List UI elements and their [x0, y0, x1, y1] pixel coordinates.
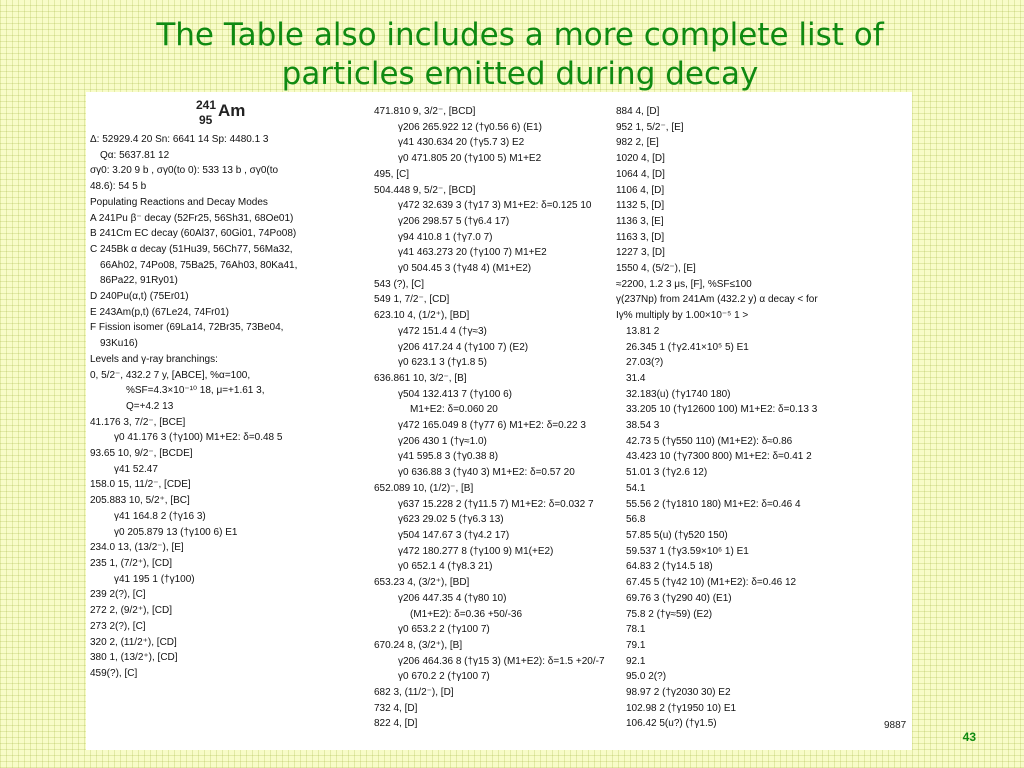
table-column-1 [90, 98, 362, 682]
table-line: A 241Pu β⁻ decay (52Fr25, 56Sh31, 68Oe01) [90, 212, 294, 224]
table-line: 1064 4, [D] [616, 168, 665, 180]
table-line: 952 1, 5/2⁻, [E] [616, 121, 684, 133]
table-line: 79.1 [626, 639, 646, 651]
table-line: γ206 464.36 8 (†γ15 3) (M1+E2): δ=1.5 +20/-7 [398, 655, 605, 667]
nuclear-data-table [86, 92, 912, 750]
table-line: 41.176 3, 7/2⁻, [BCE] [90, 416, 186, 428]
table-line: 106.42 5(u?) (†γ1.5) [626, 718, 717, 730]
table-line: 75.8 2 (†γ≈59) (E2) [626, 608, 713, 620]
table-line: Δ: 52929.4 20 Sn: 6641 14 Sp: 4480.1 3 [90, 134, 269, 145]
table-line: 69.76 3 (†γ290 40) (E1) [626, 592, 732, 604]
table-line: 623.10 4, (1/2⁺), [BD] [374, 310, 470, 322]
table-line: 380 1, (13/2⁺), [CD] [90, 652, 178, 664]
table-line: γ41 463.273 20 (†γ100 7) M1+E2 [398, 247, 547, 259]
table-line: 682 3, (11/2⁻), [D] [374, 687, 454, 699]
figure-id: 9887 [884, 720, 907, 731]
table-line: γ0 653.2 2 (†γ100 7) [398, 624, 490, 636]
table-line: 98.97 2 (†γ2030 30) E2 [626, 687, 731, 699]
table-line: 1227 3, [D] [616, 247, 665, 259]
table-line: γ472 151.4 4 (†γ≈3) [398, 325, 487, 337]
table-line: 732 4, [D] [374, 702, 418, 714]
table-line: γ41 430.634 20 (†γ5.7 3) E2 [398, 137, 525, 149]
table-line: 92.1 [626, 655, 646, 667]
table-line: γ0 41.176 3 (†γ100) M1+E2: δ=0.48 5 [114, 432, 283, 444]
table-line: γ472 180.277 8 (†γ100 9) M1(+E2) [398, 545, 554, 557]
table-line: 59.537 1 (†γ3.59×10⁶ 1) E1 [626, 545, 749, 557]
table-line: σγ0: 3.20 9 b , σγ0(to 0): 533 13 b , σγ0(to [90, 165, 279, 177]
table-line: 1136 3, [E] [616, 215, 664, 227]
table-line: γ41 195 1 (†γ100) [114, 573, 195, 585]
table-line: 78.1 [626, 624, 646, 636]
table-line: 495, [C] [374, 168, 410, 180]
table-line: 13.81 2 [626, 325, 660, 337]
table-line: 543 (?), [C] [374, 278, 425, 290]
table-line: (M1+E2): δ=0.36 +50/-36 [410, 608, 523, 620]
table-line: 239 2(?), [C] [90, 589, 146, 601]
table-line: γ0 636.88 3 (†γ40 3) M1+E2: δ=0.57 20 [398, 467, 575, 479]
table-line: 31.4 [626, 372, 646, 384]
table-line: 27.03(?) [626, 357, 664, 369]
table-line: ≈2200, 1.2 3 μs, [F], %SF≤100 [616, 278, 752, 290]
table-line: 56.8 [626, 514, 646, 526]
table-line: 320 2, (11/2⁺), [CD] [90, 636, 177, 648]
table-line: M1+E2: δ=0.060 20 [410, 404, 498, 416]
table-line: 33.205 10 (†γ12600 100) M1+E2: δ=0.13 3 [626, 404, 818, 416]
table-line: γ504 147.67 3 (†γ4.2 17) [398, 529, 510, 541]
slide-title-line2: particles emitted during decay [281, 56, 759, 92]
table-line: Iγ% multiply by 1.00×10⁻⁵ 1 > [616, 310, 749, 322]
table-line: 54.1 [626, 482, 646, 494]
table-line: 86Pa22, 91Ry01) [100, 275, 178, 287]
table-line: 67.45 5 (†γ42 10) (M1+E2): δ=0.46 12 [626, 577, 797, 589]
table-line: 38.54 3 [626, 420, 660, 432]
table-line: γ0 623.1 3 (†γ1.8 5) [398, 357, 487, 369]
table-line: Qα: 5637.81 12 [100, 149, 170, 161]
table-line: 102.98 2 (†γ1950 10) E1 [626, 702, 737, 714]
table-line: 1132 5, [D] [616, 200, 665, 212]
table-line: 0, 5/2⁻, 432.2 7 y, [ABCE], %α=100, [90, 369, 251, 381]
page-number: 43 [962, 730, 976, 744]
table-line: 158.0 15, 11/2⁻, [CDE] [90, 479, 191, 491]
table-line: B 241Cm EC decay (60Al37, 60Gi01, 74Po08) [90, 228, 297, 240]
table-line: γ472 32.639 3 (†γ17 3) M1+E2: δ=0.125 10 [398, 200, 592, 212]
table-line: γ504 132.413 7 (†γ100 6) [398, 388, 512, 400]
table-line: 459(?), [C] [90, 667, 138, 679]
table-line: γ206 265.922 12 (†γ0.56 6) (E1) [398, 121, 542, 133]
table-line: 884 4, [D] [616, 106, 660, 117]
table-line: γ94 410.8 1 (†γ7.0 7) [398, 231, 493, 243]
table-line: 66Ah02, 74Po08, 75Ba25, 76Ah03, 80Ka41, [100, 259, 298, 271]
table-line: 1106 4, [D] [616, 184, 665, 196]
table-line: F Fission isomer (69La14, 72Br35, 73Be04, [90, 322, 284, 334]
table-line: 652.089 10, (1/2)⁻, [B] [374, 482, 474, 494]
table-line: 48.6): 54 5 b [90, 181, 147, 193]
table-line: %SF=4.3×10⁻¹⁰ 18, μ=+1.61 3, [126, 385, 265, 397]
table-line: γ0 471.805 20 (†γ100 5) M1+E2 [398, 153, 542, 165]
table-line: 93.65 10, 9/2⁻, [BCDE] [90, 448, 193, 460]
table-line: 42.73 5 (†γ550 110) (M1+E2): δ≈0.86 [626, 435, 793, 447]
table-line: 653.23 4, (3/2⁺), [BD] [374, 577, 470, 589]
table-line: E 243Am(p,t) (67Le24, 74Fr01) [90, 306, 229, 318]
table-line: 549 1, 7/2⁻, [CD] [374, 294, 450, 306]
table-line: 95.0 2(?) [626, 671, 667, 683]
table-line: γ0 205.879 13 (†γ100 6) E1 [114, 526, 238, 538]
table-line: γ472 165.049 8 (†γ77 6) M1+E2: δ=0.22 3 [398, 420, 586, 432]
nuclide-header [196, 98, 362, 132]
table-line: 235 1, (7/2⁺), [CD] [90, 557, 172, 569]
table-line: γ206 430 1 (†γ≈1.0) [398, 435, 487, 447]
table-line: 93Ku16) [100, 338, 138, 350]
table-line: 471.810 9, 3/2⁻, [BCD] [374, 106, 476, 117]
table-line: 272 2, (9/2⁺), [CD] [90, 605, 172, 617]
table-line: 1163 3, [D] [616, 231, 665, 243]
table-line: Q=+4.2 13 [126, 400, 174, 412]
table-line: 234.0 13, (13/2⁻), [E] [90, 542, 184, 554]
nuclide-atomic-number: 95 [199, 113, 213, 127]
table-line: 982 2, [E] [616, 137, 659, 149]
table-line: γ0 670.2 2 (†γ100 7) [398, 671, 490, 683]
table-column-2 [374, 104, 624, 732]
table-line: γ(237Np) from 241Am (432.2 y) α decay < for [616, 294, 818, 306]
table-line: Levels and γ-ray branchings: [90, 353, 218, 365]
table-line: 205.883 10, 5/2⁺, [BC] [90, 495, 190, 507]
table-line: 273 2(?), [C] [90, 620, 146, 632]
table-line: γ206 447.35 4 (†γ80 10) [398, 592, 507, 604]
table-column-3 [616, 104, 908, 732]
table-line: 55.56 2 (†γ1810 180) M1+E2: δ=0.46 4 [626, 498, 801, 510]
table-line: 636.861 10, 3/2⁻, [B] [374, 372, 467, 384]
table-line: 51.01 3 (†γ2.6 12) [626, 467, 708, 479]
slide-title [120, 16, 920, 94]
table-line: 26.345 1 (†γ2.41×10⁵ 5) E1 [626, 341, 749, 353]
table-line: γ41 164.8 2 (†γ16 3) [114, 510, 206, 522]
table-line: 64.83 2 (†γ14.5 18) [626, 561, 713, 573]
table-line: 32.183(u) (†γ1740 180) [626, 388, 731, 400]
table-line: 822 4, [D] [374, 718, 418, 730]
table-line: 1020 4, [D] [616, 153, 665, 165]
table-line: C 245Bk α decay (51Hu39, 56Ch77, 56Ma32, [90, 243, 293, 255]
table-line: γ637 15.228 2 (†γ11.5 7) M1+E2: δ=0.032 7 [398, 498, 594, 510]
slide-title-line1: The Table also includes a more complete list of [156, 17, 884, 53]
table-line: 1550 4, (5/2⁻), [E] [616, 263, 696, 275]
table-line: 43.423 10 (†γ7300 800) M1+E2: δ=0.41 2 [626, 451, 812, 463]
table-line: γ41 52.47 [114, 463, 158, 475]
nuclide-symbol: Am [218, 101, 246, 120]
table-line: γ41 595.8 3 (†γ0.38 8) [398, 451, 499, 463]
table-line: γ206 298.57 5 (†γ6.4 17) [398, 215, 510, 227]
table-line: 504.448 9, 5/2⁻, [BCD] [374, 184, 476, 196]
table-line: 670.24 8, (3/2⁺), [B] [374, 639, 463, 651]
table-line: γ0 652.1 4 (†γ8.3 21) [398, 561, 493, 573]
table-line: γ623 29.02 5 (†γ6.3 13) [398, 514, 504, 526]
table-line: γ206 417.24 4 (†γ100 7) (E2) [398, 341, 529, 353]
table-line: γ0 504.45 3 (†γ48 4) (M1+E2) [398, 263, 532, 275]
table-line: D 240Pu(α,t) (75Er01) [90, 291, 189, 303]
nuclide-mass-number: 241 [196, 98, 217, 112]
table-line: Populating Reactions and Decay Modes [90, 196, 268, 208]
table-line: 57.85 5(u) (†γ520 150) [626, 529, 728, 541]
